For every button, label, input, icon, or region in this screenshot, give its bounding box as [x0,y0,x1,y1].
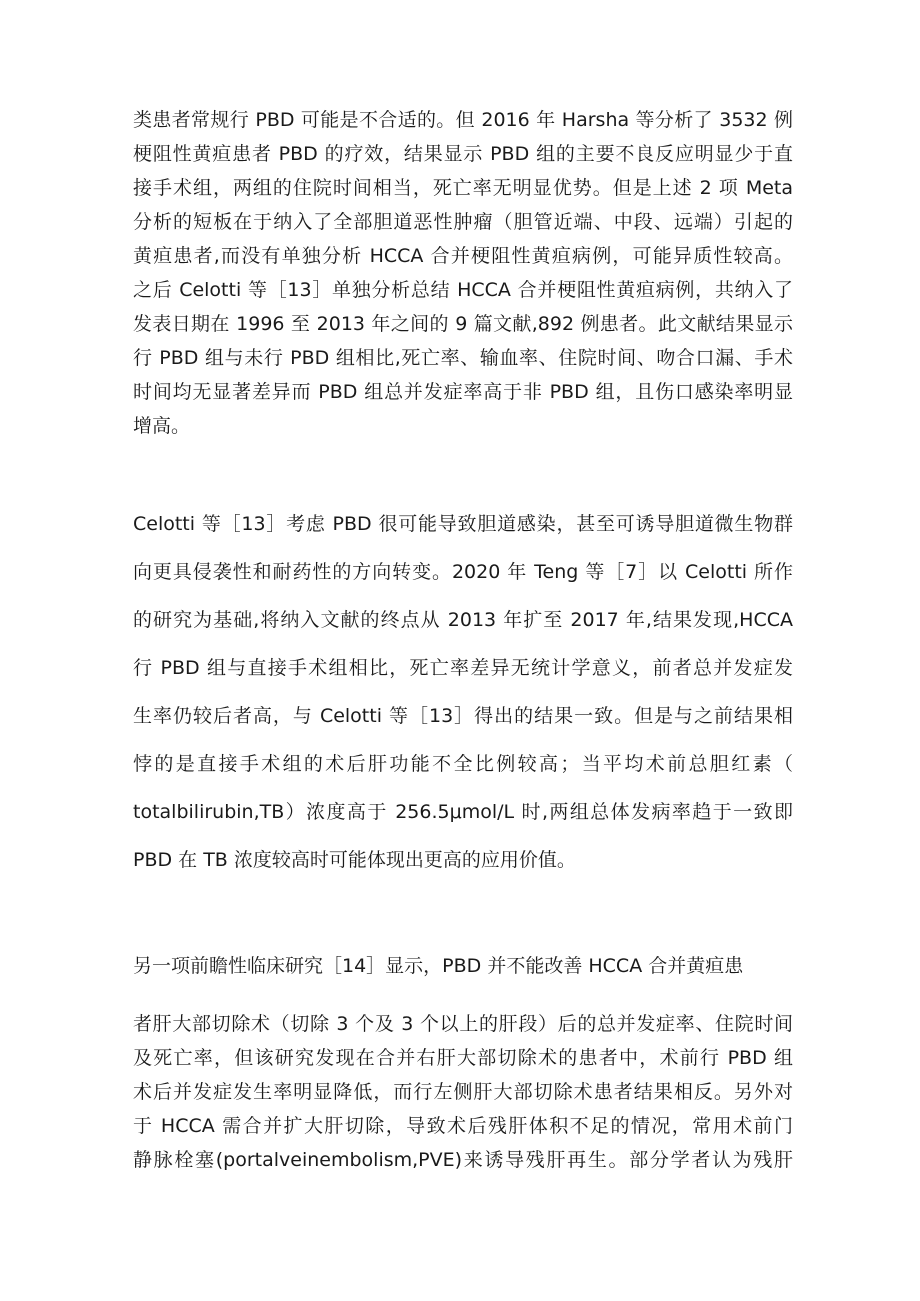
text-line: 发表日期在 1996 至 2013 年之间的 9 篇文献,892 例患者。此文献结果显示 [133,313,793,335]
text-line: 于 HCCA 需合并扩大肝切除，导致术后残肝体积不足的情况，常用术前门 [133,1115,793,1137]
text-line: 接手术组，两组的住院时间相当，死亡率无明显优势。但是上述 2 项 Meta [133,177,793,199]
text-line: 术后并发症发生率明显降低，而行左侧肝大部切除术患者结果相反。另外对 [133,1081,793,1103]
text-line: 类患者常规行 PBD 可能是不合适的。但 2016 年 Harsha 等分析了 3532 例 [133,109,793,131]
text-line: 行 PBD 组与未行 PBD 组相比,死亡率、输血率、住院时间、吻合口漏、手术 [133,347,793,369]
text-line: 之后 Celotti 等［13］单独分析总结 HCCA 合并梗阻性黄疸病例，共纳入了 [133,279,793,301]
text-line: PBD 在 TB 浓度较高时可能体现出更高的应用价值。 [133,849,576,871]
text-line: 黄疸患者,而没有单独分析 HCCA 合并梗阻性黄疸病例，可能异质性较高。 [133,245,793,267]
text-line: totalbilirubin,TB）浓度高于 256.5μmol/L 时,两组总体发病率趋于一致即 [133,801,793,823]
text-line: 梗阻性黄疸患者 PBD 的疗效，结果显示 PBD 组的主要不良反应明显少于直 [133,143,793,165]
text-line: 行 PBD 组与直接手术组相比，死亡率差异无统计学意义，前者总并发症发 [133,657,793,679]
text-line: 的研究为基础,将纳入文献的终点从 2013 年扩至 2017 年,结果发现,HCCA [133,609,793,631]
text-line: 增高。 [133,415,191,437]
text-line: 静脉栓塞(portalveinembolism,PVE)来诱导残肝再生。部分学者认为残肝 [133,1149,793,1171]
text-line: Celotti 等［13］考虑 PBD 很可能导致胆道感染，甚至可诱导胆道微生物群 [133,513,793,535]
text-line: 分析的短板在于纳入了全部胆道恶性肿瘤（胆管近端、中段、远端）引起的 [133,211,793,233]
text-line: 向更具侵袭性和耐药性的方向转变。2020 年 Teng 等［7］以 Celotti 所作 [133,561,793,583]
text-line: 生率仍较后者高，与 Celotti 等［13］得出的结果一致。但是与之前结果相 [133,705,793,727]
text-line: 及死亡率，但该研究发现在合并右肝大部切除术的患者中，术前行 PBD 组 [133,1047,793,1069]
text-line: 悖的是直接手术组的术后肝功能不全比例较高；当平均术前总胆红素（ [133,753,793,775]
text-line: 者肝大部切除术（切除 3 个及 3 个以上的肝段）后的总并发症率、住院时间 [133,1013,793,1035]
text-line: 时间均无显著差异而 PBD 组总并发症率高于非 PBD 组，且伤口感染率明显 [133,381,793,403]
text-line: 另一项前瞻性临床研究［14］显示，PBD 并不能改善 HCCA 合并黄疸患 [133,955,744,977]
